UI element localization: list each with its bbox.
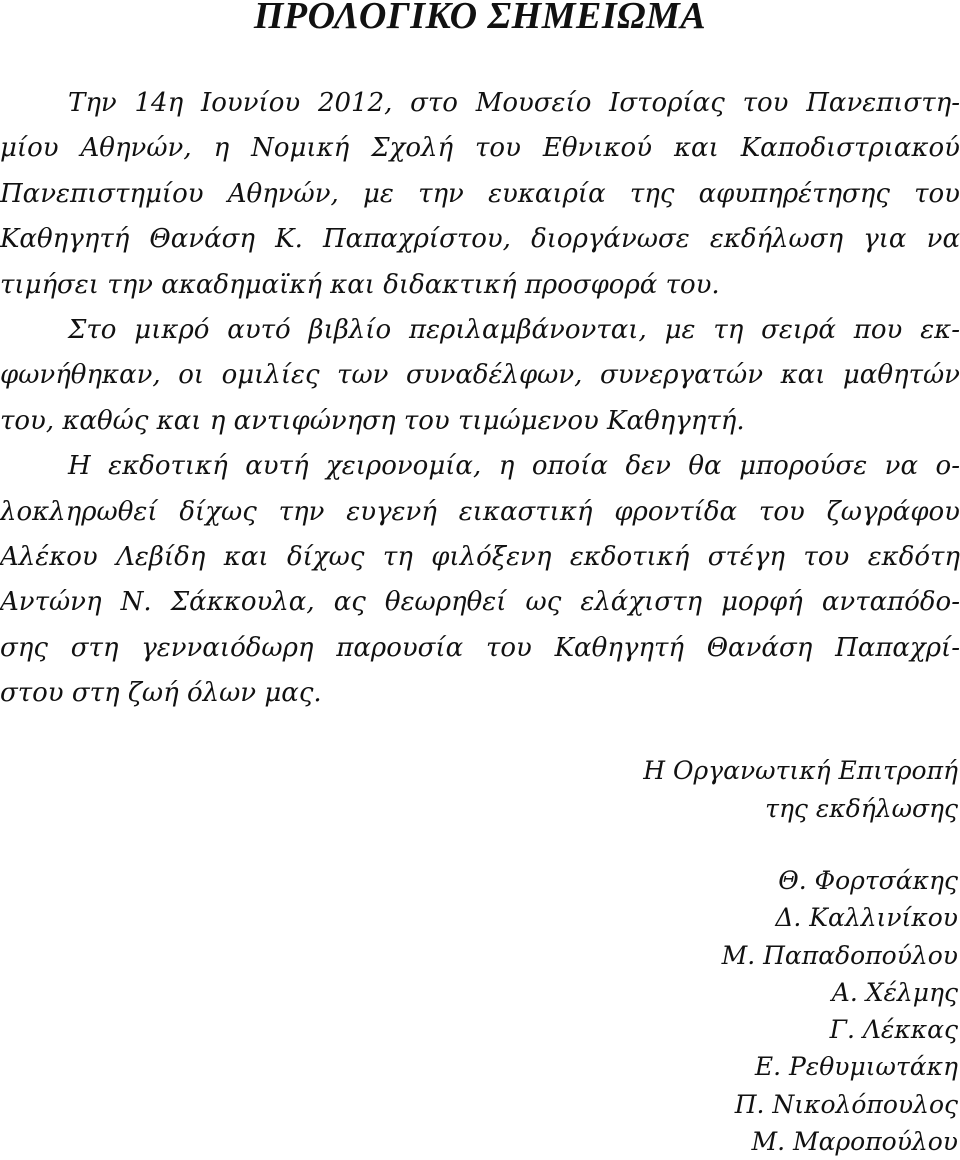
committee-member: Α. Χέλμης — [831, 977, 958, 1007]
committee-member: Γ. Λέκκας — [829, 1015, 958, 1045]
committee-member: Ε. Ρεθυμιωτάκη — [754, 1052, 958, 1082]
page-title: ΠΡΟΛΟΓΙΚΟ ΣΗΜΕΙΩΜΑ — [253, 0, 707, 37]
paragraph-line: μίου Αθηνών, η Νομική Σχολή του Εθνικού και Καποδιστριακού — [0, 133, 960, 164]
committee-member: Θ. Φορτσάκης — [778, 866, 958, 895]
paragraph-line: στου στη ζωή όλων μας. — [0, 678, 322, 709]
committee-member: Μ. Παπαδοπούλου — [721, 940, 958, 970]
paragraph-line: Αλέκου Λεβίδη και δίχως τη φιλόξενη εκδοτική στέγη του εκδότη — [0, 541, 960, 572]
paragraph-line: Στο μικρό αυτό βιβλίο περιλαμβάνονται, με τη σειρά που εκ- — [68, 314, 960, 345]
committee-member: Π. Νικολόπουλος — [734, 1089, 958, 1119]
paragraph-line: φωνήθηκαν, οι ομιλίες των συναδέλφων, συνεργατών και μαθητών — [0, 360, 960, 391]
signature-block — [643, 752, 958, 828]
paragraph-line: Η εκδοτική αυτή χειρονομία, η οποία δεν θα μπορούσε να ο- — [68, 451, 960, 482]
signature-line: της εκδήλωσης — [765, 794, 958, 823]
committee-list — [722, 862, 958, 1160]
body-text — [0, 81, 960, 716]
paragraph-line: σης στη γενναιόδωρη παρουσία του Καθηγητή Θανάση Παπαχρί- — [0, 632, 960, 663]
paragraph-line: Πανεπιστημίου Αθηνών, με την ευκαιρία της αφυπηρέτησης του — [0, 178, 960, 209]
paragraph-line: Καθηγητή Θανάση Κ. Παπαχρίστου, διοργάνωσε εκδήλωση για να — [0, 224, 960, 255]
committee-member: Μ. Μαροπούλου — [751, 1127, 958, 1157]
paragraph-line: τιμήσει την ακαδημαϊκή και διδακτική προσφορά του. — [0, 269, 720, 300]
paragraph-line: Αντώνη Ν. Σάκκουλα, ας θεωρηθεί ως ελάχιστη μορφή ανταπόδο- — [0, 587, 960, 618]
committee-member: Δ. Καλλινίκου — [775, 903, 958, 933]
signature-line: Η Οργανωτική Επιτροπή — [643, 756, 958, 785]
paragraph-line: Την 14η Ιουνίου 2012, στο Μουσείο Ιστορίας του Πανεπιστη- — [68, 88, 960, 118]
paragraph-line: του, καθώς και η αντιφώνηση του τιμώμενου Καθηγητή. — [0, 405, 745, 436]
paragraph-line: λοκληρωθεί δίχως την ευγενή εικαστική φροντίδα του ζωγράφου — [0, 496, 960, 527]
